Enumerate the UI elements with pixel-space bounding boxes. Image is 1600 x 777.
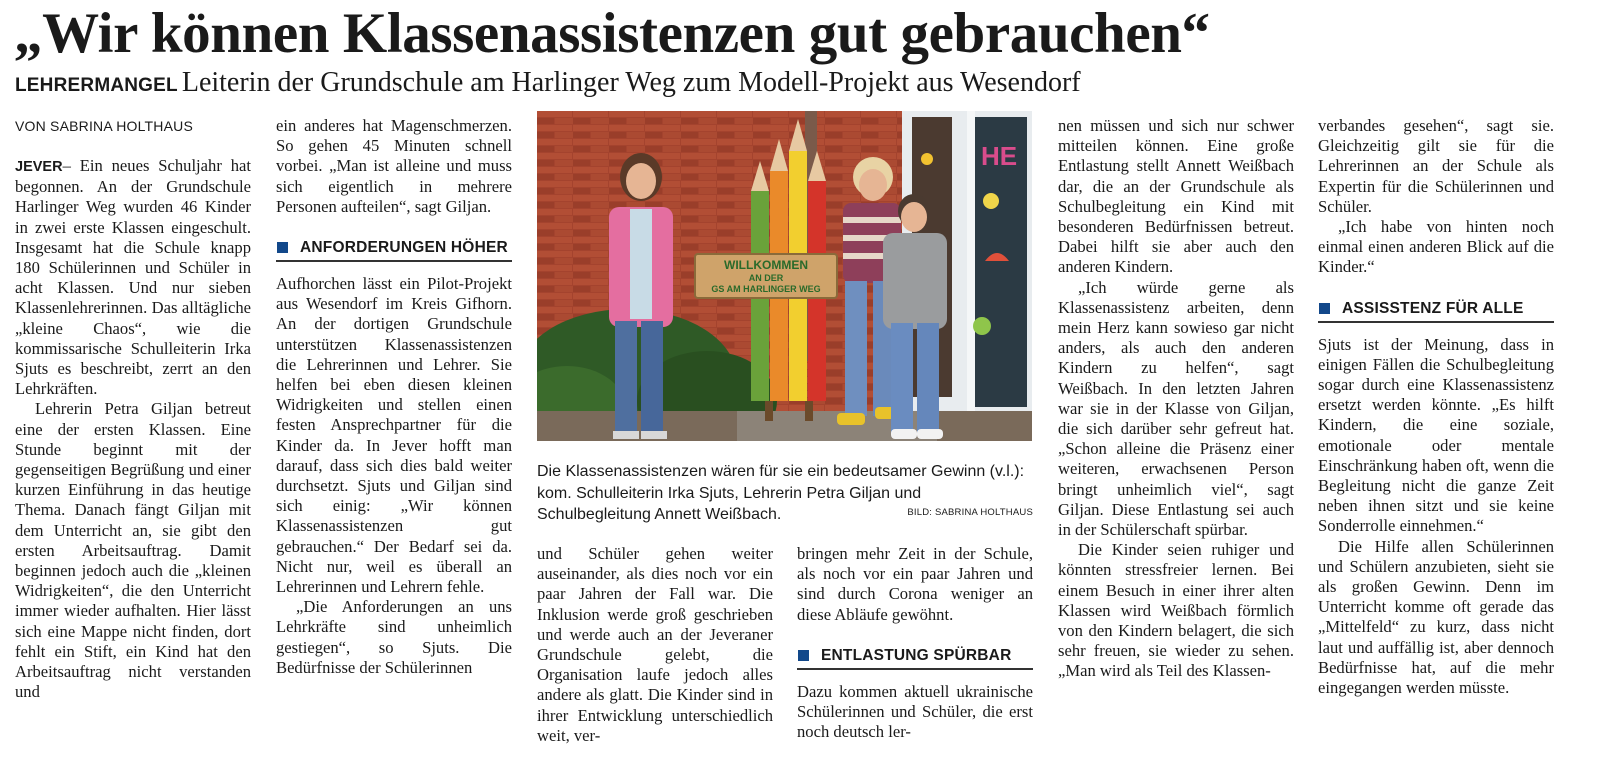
- paragraph: ein anderes hat Magenschmerzen. So gehen 45 Minuten schnell vorbei. „Man ist alleine und muss sich eigentlich in mehrere Personen aufteilen“, sagt Giljan.: [276, 116, 512, 216]
- paragraph: „Ich würde gerne als Klassenassistenz arbeiten, denn mein Herz kann sowieso gar nicht anders, als auch den anderen Kindern zu helfen“, sagt Weißbach. In den letzten Jahren war sie in der Klasse von Giljan, die sich darüber sehr gefreut hat. „Schon alleine die Präsenz einer weiteren, erwachsenen Person bringt unheimlich viel“, sagt Giljan. Diese Entlastung sei auch in der Schülerschaft spürbar.: [1058, 277, 1294, 540]
- caption-text: Die Klassenassistenzen wären für sie ein bedeutsamer Gewinn (v.l.): kom. Schulleiterin Irka Sjuts, Lehrerin Petra Giljan und Schulbegleitung Annett Weißbach.: [537, 463, 1025, 523]
- column-2: [276, 116, 512, 678]
- subheading-text: ANFORDERUNGEN HÖHER: [300, 239, 508, 257]
- paragraph: Die Hilfe allen Schülerinnen und Schülern anzubieten, sieht sie als großen Gewinn. Denn im Unterricht komme oft gerade das „Mittelfeld“ zu kurz, dass nicht laut und auffällig ist, aber dennoch Bedürfnisse hat, auf die mehr eingegangen werden müsste.: [1318, 536, 1554, 698]
- paragraph: und Schüler gehen weiter auseinander, als dies noch vor ein paar Jahren der Fall war. Die Inklusion werde groß geschrieben und werde auch an der Jeveraner Grundschule gelebt, die Organisation laufe jedoch alles andere als glatt. Die Kinder sind in ihrer Entwicklung unterschiedlich weit, ver-: [537, 544, 773, 745]
- paragraph: nen müssen und sich nur schwer mitteilen können. Eine große Entlastung stellt Annett Weißbach dar, die an der Grundschule als Schulbegleitung ein Kind mit besonderen Bedürfnissen betreut. Dabei hilft sie aber auch den anderen Kindern.: [1058, 116, 1294, 277]
- subheading-square-icon: [798, 650, 809, 661]
- lead-paragraph: [15, 156, 251, 399]
- paragraph: Dazu kommen aktuell ukrainische Schülerinnen und Schüler, die erst noch deutsch ler-: [797, 681, 1033, 742]
- sign-line-1: WILLKOMMEN: [724, 258, 808, 272]
- paragraph: bringen mehr Zeit in der Schule, als noch vor ein paar Jahren und sind durch Corona weniger an diese Abläufe gewöhnt.: [797, 544, 1033, 624]
- headline: „Wir können Klassenassistenzen gut gebrauchen“: [14, 2, 1210, 65]
- subheading-anforderungen: [276, 235, 512, 262]
- photo-illustration: [537, 111, 1032, 441]
- paragraph: verbandes gesehen“, sagt sie. Gleichzeitig gilt sie für die Lehrerinnen an der Schule als Expertin für die Schülerinnen und Schüler.: [1318, 116, 1554, 216]
- subheadline-row: [15, 66, 1595, 104]
- column-6: [1318, 116, 1554, 698]
- subheadline: Leiterin der Grundschule am Harlinger Weg zum Modell-Projekt aus Wesendorf: [181, 67, 1081, 98]
- author-byline: VON SABRINA HOLTHAUS: [15, 118, 194, 134]
- dateline: JEVER: [15, 159, 63, 175]
- subheading-text: ASSISSTENZ FÜR ALLE: [1342, 299, 1524, 317]
- paragraph: Sjuts ist der Meinung, dass in einigen Fällen die Schulbegleitung sogar durch eine Klassenassistenz ersetzt werden könnte. „Es hilft Kindern, die eine soziale, emotionale oder mentale Einschränkung haben oft, wenn die Begleitung nicht die ganze Zeit neben ihnen sitzt und sie keine Sonderrolle einnehmen.“: [1318, 334, 1554, 536]
- paragraph: Lehrerin Petra Giljan betreut eine der ersten Klassen. Eine Stunde beginnt mit der gegenseitigen Begrüßung und einer kurzen Einführung in das heutige Thema. Danach fängt Giljan mit dem Unterricht an, sie gibt den ersten Arbeitsauftrag. Damit beginnen jedoch auch die „kleinen Widrigkeiten“, die den Unterricht immer wieder aufhalten. Hier lässt sich eine Mappe nicht finden, dort fehlt ein Stift, ein Kind hat den Arbeitsauftrag nicht verstanden und: [15, 399, 251, 702]
- lead-text: – Ein neues Schuljahr hat begonnen. An der Grundschule Harlinger Weg wurden 46 Kinder in zwei erste Klassen eingeschult. Insgesamt hat die Schule knapp 180 Schülerinnen und Schüler in acht Klassen. Und nur sieben Klassenlehrerinnen. Das alltägliche „kleine Chaos“, wie die kommissarische Schulleiterin Irka Sjuts es beschreibt, zerrt an den Lehrkräften.: [15, 156, 251, 399]
- subheading-entlastung: [797, 643, 1033, 670]
- photo-credit: BILD: SABRINA HOLTHAUS: [907, 507, 1033, 518]
- column-1: [15, 116, 251, 702]
- paragraph: Aufhorchen lässt ein Pilot-Projekt aus Wesendorf im Kreis Gifhorn. An der dortigen Grundschule unterstützen Klassenassistenzen die Lehrerinnen und Lehrer. Sie helfen bei eben diesen kleinen Widrigkeiten und stellen einen festen Ansprechpartner für die Kinder da. In Jever hofft man darauf, dass sich dies bald weiter durchsetzt. Sjuts und Giljan sind sich einig: „Wir können Klassenassistenzen gut gebrauchen.“ Der Bedarf sei da. Nicht nur, weil es überall an Lehrerinnen und Lehrern fehle.: [276, 274, 512, 597]
- door-letters: HE: [981, 141, 1018, 171]
- paragraph: Die Kinder seien ruhiger und könnten stressfreier lernen. Bei einem Besuch in einer ihrer alten Klassen wird Weißbach förmlich von den Kindern belagert, die sich sehr freuen, sie wieder zu sehen. „Man wird als Teil des Klassen-: [1058, 540, 1294, 681]
- subheading-square-icon: [277, 242, 288, 253]
- column-3: [537, 544, 773, 746]
- photo-caption: [537, 461, 1033, 526]
- paragraph: „Die Anforderungen an uns Lehrkräfte sind unheimlich gestiegen“, so Sjuts. Die Bedürfnisse der Schülerinnen: [276, 597, 512, 677]
- column-4: [797, 544, 1033, 742]
- subheading-text: ENTLASTUNG SPÜRBAR: [821, 646, 1012, 664]
- paragraph: „Ich habe von hinten noch einmal einen anderen Blick auf die Kinder.“: [1318, 217, 1554, 277]
- subheading-assisstenz: [1318, 296, 1554, 323]
- subheading-square-icon: [1319, 303, 1330, 314]
- sign-line-2: AN DER: [748, 273, 784, 283]
- kicker: LEHRERMANGEL: [15, 75, 178, 96]
- sign-line-3: GS AM HARLINGER WEG: [711, 284, 821, 294]
- column-5: [1058, 116, 1294, 682]
- article-photo: [537, 111, 1032, 441]
